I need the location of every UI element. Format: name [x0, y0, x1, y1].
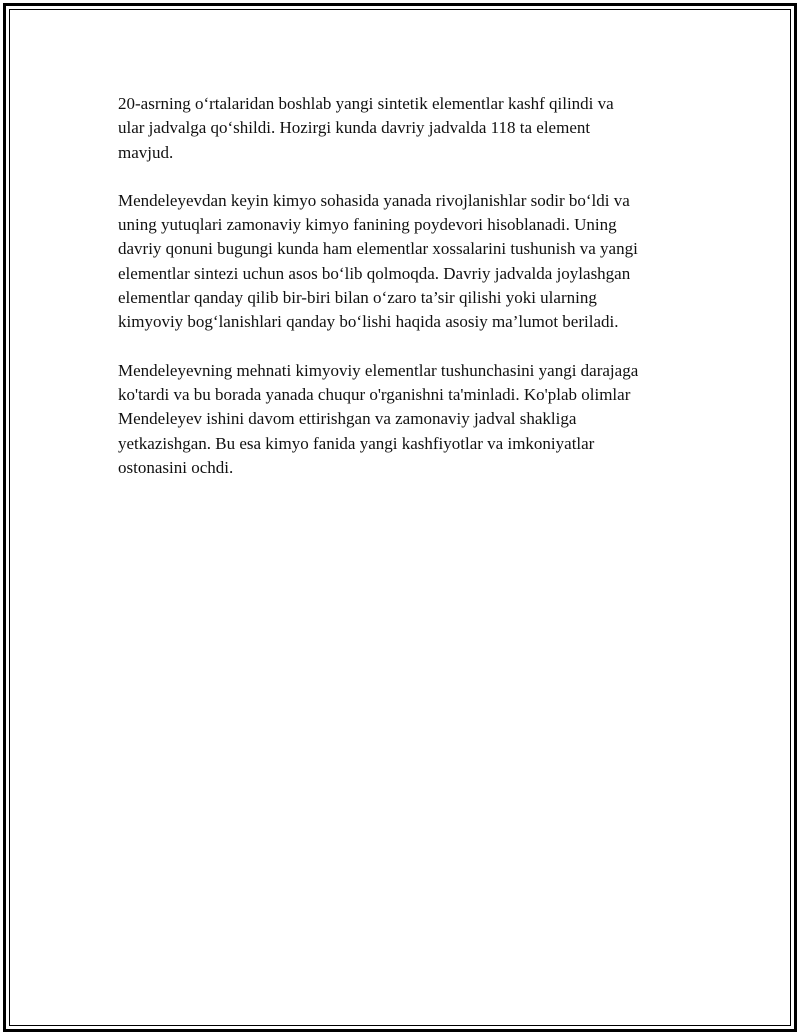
text-line: ular jadvalga qo‘shildi. Hozirgi kunda davriy jadvalda 118 ta element — [118, 118, 591, 138]
text-line: elementlar sintezi uchun asos bo‘lib qolmoqda. Davriy jadvalda joylashgan — [118, 263, 631, 283]
text-line: yetkazishgan. Bu esa kimyo fanida yangi kashfiyotlar va imkoniyatlar — [118, 433, 595, 453]
text-line: ko'tardi va bu borada yanada chuqur o'rganishni ta'minladi. Ko'plab olimlar — [118, 384, 631, 404]
text-line: davriy qonuni bugungi kunda ham elementlar xossalarini tushunish va yangi — [118, 239, 638, 259]
text-line: Mendeleyevning mehnati kimyoviy elementlar tushunchasini yangi darajaga — [118, 360, 639, 380]
text-line: Mendeleyev ishini davom ettirishgan va zamonaviy jadval shakliga — [118, 409, 577, 429]
document-body — [118, 92, 688, 504]
text-line: kimyoviy bog‘lanishlari qanday bo‘lishi haqida asosiy ma’lumot beriladi. — [118, 312, 619, 332]
paragraph-3 — [118, 359, 688, 480]
text-line: elementlar qanday qilib bir-biri bilan o‘zaro ta’sir qilishi yoki ularning — [118, 288, 597, 308]
text-line: mavjud. — [118, 142, 174, 162]
text-line: ostonasini ochdi. — [118, 457, 234, 477]
text-line: 20-asrning o‘rtalaridan boshlab yangi sintetik elementlar kashf qilindi va — [118, 94, 614, 113]
text-line: Mendeleyevdan keyin kimyo sohasida yanada rivojlanishlar sodir bo‘ldi va — [118, 190, 630, 210]
paragraph-1 — [118, 92, 688, 165]
paragraph-2 — [118, 189, 688, 335]
text-line: uning yutuqlari zamonaviy kimyo fanining poydevori hisoblanadi. Uning — [118, 215, 617, 235]
